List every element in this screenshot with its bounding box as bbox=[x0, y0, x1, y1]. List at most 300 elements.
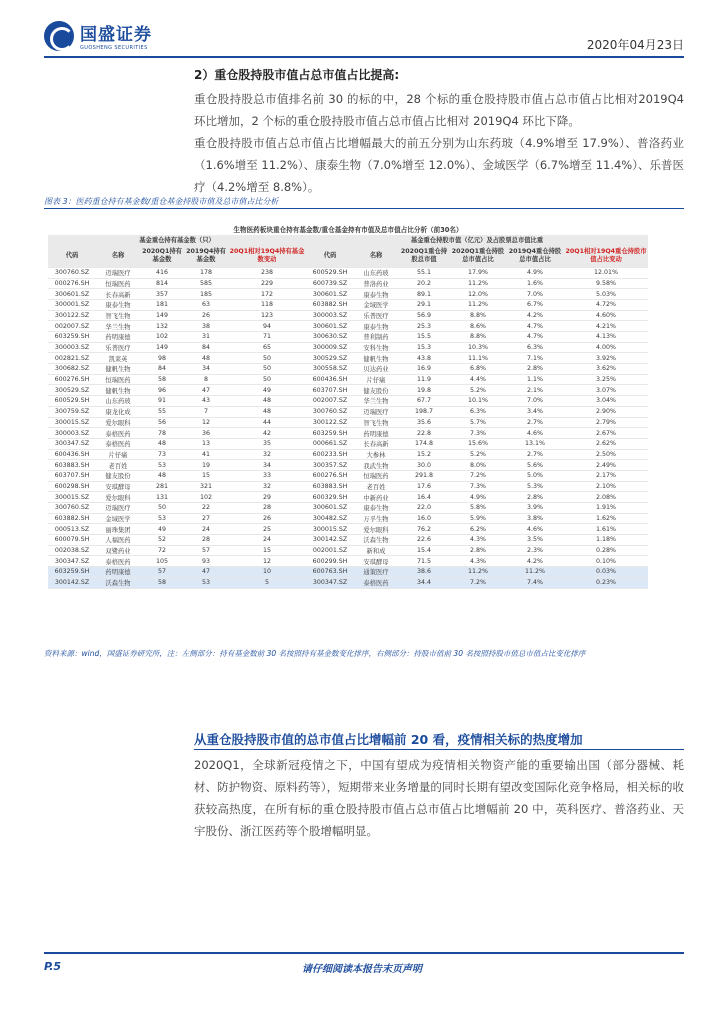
right-subheader: 基金重仓持股市值（亿元）及占股票总市值比重 bbox=[306, 235, 648, 246]
table-cell: 4.7% bbox=[506, 321, 564, 332]
table-cell: 002038.SZ bbox=[48, 545, 96, 556]
table-cell: 12 bbox=[184, 417, 228, 428]
table-cell: 300759.SZ bbox=[48, 406, 96, 417]
table-cell: 198.7 bbox=[398, 406, 450, 417]
table-cell: 600079.SH bbox=[48, 535, 96, 546]
table-cell: 4.13% bbox=[564, 332, 648, 343]
table-cell: 600436.SH bbox=[48, 449, 96, 460]
table-cell: 17.9% bbox=[450, 267, 506, 278]
table-cell: 爱尔眼科 bbox=[354, 524, 398, 535]
table-cell: 4.72% bbox=[564, 299, 648, 310]
table-cell: 47 bbox=[184, 385, 228, 396]
table-cell: 1.18% bbox=[564, 535, 648, 546]
footer-rule bbox=[44, 952, 684, 954]
col-header: 2020Q1持有基金数 bbox=[140, 245, 184, 267]
table-cell: 16.9 bbox=[398, 364, 450, 375]
table-cell: 300760.SZ bbox=[306, 406, 354, 417]
table-cell: 爱尔眼科 bbox=[96, 492, 140, 503]
table-title-row bbox=[48, 224, 648, 235]
table-cell: 康泰生物 bbox=[96, 299, 140, 310]
table-cell: 53 bbox=[184, 577, 228, 588]
table-cell: 6.3% bbox=[450, 406, 506, 417]
table-cell: 102 bbox=[140, 332, 184, 343]
table-row bbox=[48, 310, 648, 321]
table-cell: 181 bbox=[140, 299, 184, 310]
paragraph-2: 重仓股持股市值占总市值占比增幅最大的前五分别为山东药玻（4.9%增至 17.9%）、普洛药业（1.6%增至 11.2%）、康泰生物（7.0%增至 12.0%）、金域医学（6.7%增至 11.4%）、乐普医疗（4.2%增至 8.8%）。 bbox=[194, 136, 684, 194]
table-cell: 安琪酵母 bbox=[354, 556, 398, 567]
table-cell: 300122.SZ bbox=[48, 310, 96, 321]
table-cell: 38.6 bbox=[398, 567, 450, 578]
table-cell: 300003.SZ bbox=[48, 342, 96, 353]
table-cell: 普利制药 bbox=[354, 332, 398, 343]
table-cell: 5 bbox=[228, 577, 306, 588]
table-row bbox=[48, 374, 648, 385]
table-cell: 55.1 bbox=[398, 267, 450, 278]
table-cell: 5.8% bbox=[450, 503, 506, 514]
table-row bbox=[48, 289, 648, 300]
table-cell: 3.8% bbox=[506, 513, 564, 524]
table-cell: 3.4% bbox=[506, 406, 564, 417]
table-cell: 58 bbox=[140, 374, 184, 385]
company-logo bbox=[44, 20, 152, 51]
table-row bbox=[48, 481, 648, 492]
table-cell: 11.1% bbox=[450, 353, 506, 364]
table-cell: 16.0 bbox=[398, 513, 450, 524]
table-cell: 我武生物 bbox=[354, 460, 398, 471]
table-cell: 300760.SZ bbox=[48, 503, 96, 514]
table-cell: 11.2% bbox=[450, 278, 506, 289]
table-cell: 5.9% bbox=[450, 513, 506, 524]
table-cell: 迈瑞医疗 bbox=[354, 406, 398, 417]
table-cell: 片仔癀 bbox=[354, 374, 398, 385]
table-cell: 11.2% bbox=[450, 299, 506, 310]
table-cell: 33 bbox=[228, 470, 306, 481]
table-cell: 600299.SH bbox=[306, 556, 354, 567]
table-cell: 28 bbox=[228, 503, 306, 514]
table-cell: 1.61% bbox=[564, 524, 648, 535]
table-cell: 300601.SZ bbox=[306, 503, 354, 514]
table-cell: 55 bbox=[140, 406, 184, 417]
table-cell: 4.4% bbox=[450, 374, 506, 385]
logo-icon bbox=[44, 21, 74, 51]
figure-rule bbox=[44, 208, 684, 209]
table-cell: 5.03% bbox=[564, 289, 648, 300]
table-cell: 健友股份 bbox=[354, 385, 398, 396]
table-cell: 10.3% bbox=[450, 342, 506, 353]
table-cell: 63 bbox=[184, 299, 228, 310]
table-cell: 4.60% bbox=[564, 310, 648, 321]
logo-name: 国盛证券 bbox=[80, 25, 152, 45]
table-cell: 1.62% bbox=[564, 513, 648, 524]
table-cell: 4.9% bbox=[506, 267, 564, 278]
table-cell: 4.7% bbox=[506, 332, 564, 343]
table-cell: 1.1% bbox=[506, 374, 564, 385]
table-cell: 2.90% bbox=[564, 406, 648, 417]
table-cell: 2.8% bbox=[506, 492, 564, 503]
table-cell: 48 bbox=[228, 406, 306, 417]
table-row bbox=[48, 503, 648, 514]
table-cell: 6.8% bbox=[450, 364, 506, 375]
table-cell: 67.7 bbox=[398, 396, 450, 407]
table-cell: 3.92% bbox=[564, 353, 648, 364]
table-cell: 34.4 bbox=[398, 577, 450, 588]
table-cell: 600529.SH bbox=[306, 267, 354, 278]
table-cell: 105 bbox=[140, 556, 184, 567]
col-header: 2020Q1重仓持股总市值占比 bbox=[450, 245, 506, 267]
table-cell: 5.0% bbox=[506, 470, 564, 481]
table-cell: 30.0 bbox=[398, 460, 450, 471]
table-cell: 7.0% bbox=[506, 289, 564, 300]
footer-disclaimer: 请仔细阅读本报告末页声明 bbox=[302, 964, 422, 975]
table-cell: 12.0% bbox=[450, 289, 506, 300]
table-cell: 健帆生物 bbox=[96, 385, 140, 396]
table-cell: 48 bbox=[140, 438, 184, 449]
table-cell: 1.6% bbox=[506, 278, 564, 289]
table-cell: 000513.SZ bbox=[48, 524, 96, 535]
holdings-table bbox=[48, 224, 648, 589]
table-cell: 300529.SZ bbox=[306, 353, 354, 364]
table-cell: 300009.SZ bbox=[306, 342, 354, 353]
page-number: P.5 bbox=[44, 960, 62, 973]
table-cell: 山东药玻 bbox=[96, 396, 140, 407]
table-row bbox=[48, 396, 648, 407]
table-cell: 2.17% bbox=[564, 470, 648, 481]
table-cell: 25.3 bbox=[398, 321, 450, 332]
table-cell: 31 bbox=[184, 332, 228, 343]
table-cell: 91 bbox=[140, 396, 184, 407]
table-row bbox=[48, 267, 648, 278]
table-header-row bbox=[48, 245, 648, 267]
table-cell: 25 bbox=[228, 524, 306, 535]
table-cell: 丽珠集团 bbox=[96, 524, 140, 535]
header-rule bbox=[44, 56, 684, 58]
table-cell: 34 bbox=[228, 460, 306, 471]
table-row bbox=[48, 545, 648, 556]
table-cell: 2.49% bbox=[564, 460, 648, 471]
table-cell: 281 bbox=[140, 481, 184, 492]
table-cell: 健友股份 bbox=[96, 470, 140, 481]
table-cell: 沃森生物 bbox=[354, 535, 398, 546]
table-cell: 300630.SZ bbox=[306, 332, 354, 343]
table-cell: 4.3% bbox=[450, 535, 506, 546]
paragraph-3: 2020Q1，全球新冠疫情之下，中国有望成为疫情相关物资产能的重要输出国（部分器械、耗材、防护物资、原料药等），短期带来业务增量的同时长期有望改变国际化竞争格局，相关标的收获较高热度，在所有标的重仓股持股市值占总市值占比增幅前 20 中，英科医疗、普洛药业、天宇股份、浙江医药等个股增幅明显。 bbox=[194, 758, 684, 838]
table-row bbox=[48, 321, 648, 332]
section-heading: 2）重仓股持股市值占总市值占比提高: bbox=[194, 68, 400, 82]
table-cell: 48 bbox=[184, 353, 228, 364]
table-cell: 19 bbox=[184, 460, 228, 471]
table-cell: 3.07% bbox=[564, 385, 648, 396]
table-cell: 229 bbox=[228, 278, 306, 289]
table-cell: 迈瑞医疗 bbox=[96, 267, 140, 278]
table-cell: 36 bbox=[184, 428, 228, 439]
table-cell: 2.7% bbox=[506, 417, 564, 428]
table-cell: 3.62% bbox=[564, 364, 648, 375]
figure-caption: 图表 3：医药重仓持有基金数/重仓基金持股市值及总市值占比分析 bbox=[44, 197, 279, 206]
table-cell: 58 bbox=[140, 577, 184, 588]
table-cell: 321 bbox=[184, 481, 228, 492]
table-cell: 老百姓 bbox=[96, 460, 140, 471]
table-cell: 15.4 bbox=[398, 545, 450, 556]
table-cell: 15.2 bbox=[398, 449, 450, 460]
table-cell: 600298.SH bbox=[48, 481, 96, 492]
table-cell: 71 bbox=[228, 332, 306, 343]
table-cell: 300601.SZ bbox=[306, 289, 354, 300]
table-cell: 56 bbox=[140, 417, 184, 428]
table-cell: 3.25% bbox=[564, 374, 648, 385]
table-cell: 300015.SZ bbox=[48, 492, 96, 503]
source-note: 资料来源：wind，国盛证券研究所，注：左侧部分：持有基金数前 30 名按照持有基金数变化排序，右侧部分：持股市值前 30 名按照持股市值总市值占比变化排序 bbox=[44, 649, 586, 658]
table-cell: 22.0 bbox=[398, 503, 450, 514]
table-cell: 238 bbox=[228, 267, 306, 278]
table-cell: 康泰生物 bbox=[354, 503, 398, 514]
table-cell: 迈瑞医疗 bbox=[96, 503, 140, 514]
table-cell: 49 bbox=[140, 524, 184, 535]
table-cell: 47 bbox=[184, 567, 228, 578]
table-cell: 76.2 bbox=[398, 524, 450, 535]
table-cell: 96 bbox=[140, 385, 184, 396]
table-cell: 5.7% bbox=[450, 417, 506, 428]
table-cell: 32 bbox=[228, 481, 306, 492]
table-cell: 15 bbox=[184, 470, 228, 481]
table-cell: 人福医药 bbox=[96, 535, 140, 546]
table-row bbox=[48, 449, 648, 460]
table-cell: 38 bbox=[184, 321, 228, 332]
table-cell: 603707.SH bbox=[48, 470, 96, 481]
table-cell: 78 bbox=[140, 428, 184, 439]
col-header: 代码 bbox=[48, 245, 96, 267]
table-cell: 300482.SZ bbox=[306, 513, 354, 524]
table-cell: 93 bbox=[184, 556, 228, 567]
table-cell: 4.9% bbox=[450, 492, 506, 503]
table-row bbox=[48, 417, 648, 428]
table-cell: 2.1% bbox=[506, 385, 564, 396]
table-cell: 600436.SH bbox=[306, 374, 354, 385]
table-cell: 康泰生物 bbox=[354, 289, 398, 300]
table-cell: 131 bbox=[140, 492, 184, 503]
table-cell: 长春高新 bbox=[96, 289, 140, 300]
table-cell: 双鹭药业 bbox=[96, 545, 140, 556]
table-cell: 26 bbox=[184, 310, 228, 321]
table-cell: 7.4% bbox=[506, 577, 564, 588]
table-cell: 178 bbox=[184, 267, 228, 278]
table-cell: 002001.SZ bbox=[306, 545, 354, 556]
table-cell: 50 bbox=[140, 503, 184, 514]
table-cell: 沃森生物 bbox=[96, 577, 140, 588]
table-cell: 老百姓 bbox=[354, 481, 398, 492]
table-cell: 32 bbox=[228, 449, 306, 460]
table-cell: 002821.SZ bbox=[48, 353, 96, 364]
table-cell: 8 bbox=[184, 374, 228, 385]
report-date: 2020年04月23日 bbox=[586, 38, 684, 52]
table-row bbox=[48, 535, 648, 546]
table-cell: 11.9 bbox=[398, 374, 450, 385]
table-cell: 73 bbox=[140, 449, 184, 460]
table-cell: 65 bbox=[228, 342, 306, 353]
table-cell: 0.10% bbox=[564, 556, 648, 567]
table-cell: 300347.SZ bbox=[306, 577, 354, 588]
table-cell: 000276.SH bbox=[48, 278, 96, 289]
table-cell: 291.8 bbox=[398, 470, 450, 481]
table-cell: 118 bbox=[228, 299, 306, 310]
table-cell: 603259.SH bbox=[48, 332, 96, 343]
table-cell: 8.8% bbox=[450, 332, 506, 343]
table-cell: 603882.SH bbox=[306, 299, 354, 310]
table-cell: 600276.SH bbox=[306, 470, 354, 481]
table-cell: 603259.SH bbox=[306, 428, 354, 439]
table-cell: 8.0% bbox=[450, 460, 506, 471]
table-cell: 0.23% bbox=[564, 577, 648, 588]
table-row bbox=[48, 524, 648, 535]
table-cell: 94 bbox=[228, 321, 306, 332]
table-cell: 10.1% bbox=[450, 396, 506, 407]
table-cell: 814 bbox=[140, 278, 184, 289]
table-cell: 2.50% bbox=[564, 449, 648, 460]
table-cell: 泰格医药 bbox=[354, 577, 398, 588]
table-subheader-row bbox=[48, 235, 648, 246]
table-cell: 片仔癀 bbox=[96, 449, 140, 460]
table-cell: 4.6% bbox=[506, 428, 564, 439]
table-cell: 华兰生物 bbox=[354, 396, 398, 407]
table-cell: 357 bbox=[140, 289, 184, 300]
table-cell: 大参林 bbox=[354, 449, 398, 460]
table-cell: 300529.SZ bbox=[48, 385, 96, 396]
table-cell: 5.2% bbox=[450, 385, 506, 396]
table-cell: 15.3 bbox=[398, 342, 450, 353]
table-cell: 300001.SZ bbox=[48, 299, 96, 310]
paragraph-1: 重仓股持股总市值排名前 30 的标的中，28 个标的重仓股持股市值占总市值占比相对2019Q4 环比增加，2 个标的重仓股持股市值占总市值占比相对 2019Q4 环比下降。 bbox=[194, 92, 684, 128]
col-header: 代码 bbox=[306, 245, 354, 267]
table-row bbox=[48, 460, 648, 471]
table-cell: 89.1 bbox=[398, 289, 450, 300]
table-cell: 000661.SZ bbox=[306, 438, 354, 449]
table-cell: 10 bbox=[228, 567, 306, 578]
table-cell: 0.28% bbox=[564, 545, 648, 556]
table-cell: 42 bbox=[228, 428, 306, 439]
table-row bbox=[48, 406, 648, 417]
table-row bbox=[48, 278, 648, 289]
table-cell: 19.8 bbox=[398, 385, 450, 396]
table-cell: 恒瑞医药 bbox=[354, 470, 398, 481]
table-cell: 2.79% bbox=[564, 417, 648, 428]
table-cell: 102 bbox=[184, 492, 228, 503]
col-header: 名称 bbox=[96, 245, 140, 267]
table-cell: 爱尔眼科 bbox=[96, 417, 140, 428]
table-cell: 5.6% bbox=[506, 460, 564, 471]
table-cell: 康泰生物 bbox=[354, 321, 398, 332]
table-cell: 22.8 bbox=[398, 428, 450, 439]
table-cell: 7.2% bbox=[450, 470, 506, 481]
table-cell: 300357.SZ bbox=[306, 460, 354, 471]
table-cell: 585 bbox=[184, 278, 228, 289]
table-cell: 56.9 bbox=[398, 310, 450, 321]
col-header: 20Q1相对19Q4持有基金数变动 bbox=[228, 245, 306, 267]
table-cell: 1.91% bbox=[564, 503, 648, 514]
table-cell: 57 bbox=[184, 545, 228, 556]
table-cell: 11.2% bbox=[450, 567, 506, 578]
table-cell: 48 bbox=[140, 470, 184, 481]
left-subheader: 基金重仓持有基金数（只） bbox=[48, 235, 306, 246]
table-row bbox=[48, 299, 648, 310]
table-cell: 12.01% bbox=[564, 267, 648, 278]
table-cell: 41 bbox=[184, 449, 228, 460]
table-cell: 17.6 bbox=[398, 481, 450, 492]
table-cell: 15.6% bbox=[450, 438, 506, 449]
table-cell: 16.4 bbox=[398, 492, 450, 503]
table-cell: 50 bbox=[228, 374, 306, 385]
table-cell: 300347.SZ bbox=[48, 556, 96, 567]
table-cell: 2.67% bbox=[564, 428, 648, 439]
table-cell: 22 bbox=[184, 503, 228, 514]
table-cell: 4.2% bbox=[506, 556, 564, 567]
table-cell: 4.6% bbox=[506, 524, 564, 535]
table-cell: 康龙化成 bbox=[96, 406, 140, 417]
table-row bbox=[48, 342, 648, 353]
table-cell: 300015.SZ bbox=[48, 417, 96, 428]
table-row bbox=[48, 513, 648, 524]
table-cell: 贝达药业 bbox=[354, 364, 398, 375]
table-cell: 2.08% bbox=[564, 492, 648, 503]
table-cell: 12 bbox=[228, 556, 306, 567]
table-cell: 3.5% bbox=[506, 535, 564, 546]
col-header: 2019Q4重仓持股总市值占比 bbox=[506, 245, 564, 267]
table-cell: 金域医学 bbox=[354, 299, 398, 310]
table-cell: 金域医学 bbox=[96, 513, 140, 524]
section2-title: 从重仓股持股市值的总市值占比增幅前 20 看，疫情相关标的热度增加 bbox=[194, 730, 684, 750]
table-cell: 7.0% bbox=[506, 396, 564, 407]
table-cell: 50 bbox=[228, 353, 306, 364]
table-cell: 4.21% bbox=[564, 321, 648, 332]
table-cell: 600763.SH bbox=[306, 567, 354, 578]
table-cell: 11.2% bbox=[506, 567, 564, 578]
table-cell: 300601.SZ bbox=[48, 289, 96, 300]
table-cell: 华兰生物 bbox=[96, 321, 140, 332]
table-cell: 5.2% bbox=[450, 449, 506, 460]
table-cell: 98 bbox=[140, 353, 184, 364]
table-cell: 2.8% bbox=[506, 364, 564, 375]
table-cell: 安琪酵母 bbox=[96, 481, 140, 492]
holdings-table-container bbox=[44, 224, 684, 634]
table-cell: 2.8% bbox=[450, 545, 506, 556]
table-cell: 7 bbox=[184, 406, 228, 417]
table-cell: 53 bbox=[140, 460, 184, 471]
table-cell: 22.6 bbox=[398, 535, 450, 546]
table-cell: 4.3% bbox=[450, 556, 506, 567]
table-cell: 002007.SZ bbox=[306, 396, 354, 407]
table-row bbox=[48, 332, 648, 343]
table-cell: 3.04% bbox=[564, 396, 648, 407]
table-row bbox=[48, 353, 648, 364]
table-cell: 24 bbox=[184, 524, 228, 535]
table-cell: 恒瑞医药 bbox=[96, 278, 140, 289]
table-cell: 603883.SH bbox=[48, 460, 96, 471]
table-cell: 药明康德 bbox=[354, 428, 398, 439]
table-cell: 长春高新 bbox=[354, 438, 398, 449]
table-cell: 174.8 bbox=[398, 438, 450, 449]
table-cell: 603882.SH bbox=[48, 513, 96, 524]
table-cell: 300142.SZ bbox=[48, 577, 96, 588]
table-cell: 35 bbox=[228, 438, 306, 449]
table-cell: 13 bbox=[184, 438, 228, 449]
table-cell: 43 bbox=[184, 396, 228, 407]
table-cell: 乐普医疗 bbox=[96, 342, 140, 353]
table-cell: 300003.SZ bbox=[48, 428, 96, 439]
table-row bbox=[48, 567, 648, 578]
table-cell: 4.2% bbox=[506, 310, 564, 321]
table-cell: 中新药业 bbox=[354, 492, 398, 503]
table-cell: 43.8 bbox=[398, 353, 450, 364]
table-cell: 7.1% bbox=[506, 353, 564, 364]
table-cell: 6.2% bbox=[450, 524, 506, 535]
